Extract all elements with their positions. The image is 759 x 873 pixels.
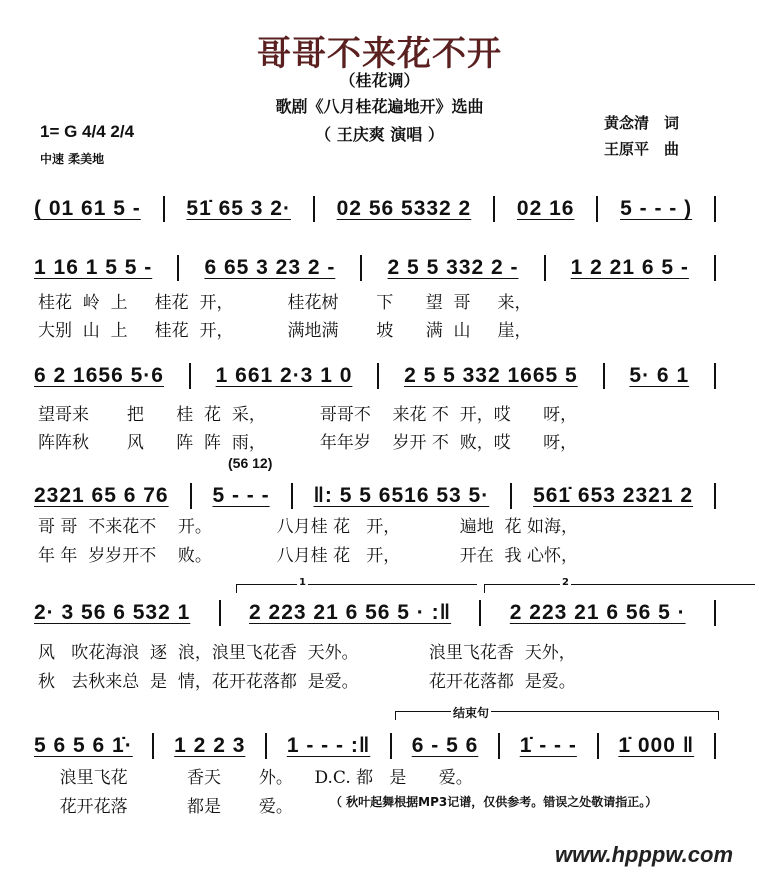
ending-bracket <box>395 706 719 720</box>
volta-number: 1 <box>299 577 306 588</box>
barline <box>360 255 362 281</box>
notation-row <box>34 731 724 761</box>
measure: 1̇ - - - <box>519 734 577 757</box>
barline <box>177 255 179 281</box>
measure: ‖: 5 5 6516 53 5· <box>313 484 490 507</box>
lyric-line: 秋 去秋来总 是 情，花开花落都 是爱。 花开花落都 是爱。 <box>38 672 576 692</box>
barline <box>190 483 192 509</box>
notation-row <box>34 361 724 391</box>
measure: 2· 3 56 6 532 1 <box>34 601 191 624</box>
measure: 1 16 1 5 5 - <box>34 256 153 279</box>
lyric-line: 风 吹花海浪 逐 浪，浪里飞花香 天外。 浪里飞花香 天外， <box>38 643 576 663</box>
measure: 1 - - - :‖ <box>286 734 371 757</box>
barline <box>390 733 392 759</box>
lyric-line: 阵阵秋 风 阵 阵 雨， 年年岁 岁开 不 败，哎 呀， <box>38 433 578 453</box>
ending-label: 结束句 <box>453 706 490 720</box>
volta-bracket <box>236 577 477 593</box>
measure: 5 6 5 6 1̇· <box>34 734 133 757</box>
notation-row <box>34 598 724 628</box>
measure: 2 5 5 332 2 - <box>387 256 519 279</box>
measure: 2 5 5 332 1665 5 <box>404 364 578 387</box>
barline <box>377 363 379 389</box>
barline <box>714 255 716 281</box>
measure: 1̇ 000 ‖ <box>618 734 695 757</box>
measure: 02 56 5332 2 <box>336 197 472 220</box>
measure: 1 2 2 3 <box>174 734 246 757</box>
lyric-line: 年 年 岁岁开不 败。 八月桂 花 开， 开在 我 心怀， <box>38 546 578 566</box>
measure: 2 223 21 6 56 5 · :‖ <box>249 601 452 624</box>
lyric-line: 望哥来 把 桂 花 采， 哥哥不 来花 不 开，哎 呀， <box>38 405 578 425</box>
lyricist: 黄念清 词 <box>604 114 680 132</box>
song-title: 哥哥不来花不开 <box>257 34 502 74</box>
notation-row <box>34 194 724 224</box>
watermark: www.hpppw.com <box>554 842 733 867</box>
barline <box>597 733 599 759</box>
measure: 1 661 2·3 1 0 <box>215 364 353 387</box>
barline <box>313 196 315 222</box>
tempo: 中速 柔美地 <box>40 152 105 166</box>
footnote: （ 秋叶起舞根据MP3记谱，仅供参考。错误之处敬请指正。） <box>330 795 658 809</box>
barline <box>479 600 481 626</box>
barline <box>544 255 546 281</box>
source: 歌剧《八月桂花遍地开》选曲 <box>275 97 484 116</box>
barline <box>219 600 221 626</box>
barline <box>510 483 512 509</box>
measure: 1 2 21 6 5 - <box>570 256 689 279</box>
notation-row <box>34 253 724 283</box>
measure: 51̇ 65 3 2· <box>186 197 291 220</box>
measure: ( 01 61 5 - <box>34 197 141 220</box>
lyric-line: 花开花落 都是 爱。 <box>38 797 293 817</box>
lyric-line: 桂花 岭 上 桂花 开， 桂花树 下 望 哥 来， <box>38 293 532 313</box>
lyric-line: 浪里飞花 香天 外。 D.C. 都 是 爱。 <box>38 768 473 788</box>
performer: （ 王庆爽 演唱 ） <box>315 125 444 144</box>
barline <box>152 733 154 759</box>
barline <box>714 363 716 389</box>
barline <box>603 363 605 389</box>
barline <box>291 483 293 509</box>
measure: 5· 6 1 <box>629 364 690 387</box>
measure: 561̇ 653 2321 2 <box>533 484 694 507</box>
measure: 6 - 5 6 <box>411 734 479 757</box>
measure: 02 16 <box>516 197 575 220</box>
barline <box>189 363 191 389</box>
composer: 王原平 曲 <box>604 140 680 158</box>
barline <box>498 733 500 759</box>
key-signature: 1= G 4/4 2/4 <box>40 122 135 141</box>
barline <box>163 196 165 222</box>
measure: 2321 65 6 76 <box>34 484 169 507</box>
volta-number: 2 <box>562 577 569 588</box>
subtitle: （桂花调） <box>339 71 420 90</box>
measure: 6 2 1656 5·6 <box>34 364 164 387</box>
barline <box>714 600 716 626</box>
measure: 5 - - - ) <box>620 197 693 220</box>
barline <box>714 483 716 509</box>
measure: 2 223 21 6 56 5 · <box>509 601 686 624</box>
measure: 6 65 3 23 2 - <box>204 256 336 279</box>
barline <box>265 733 267 759</box>
lyric-line: 哥 哥 不来花不 开。 八月桂 花 开， 遍地 花 如海， <box>38 517 578 537</box>
volta-bracket <box>484 577 755 593</box>
barline <box>714 733 716 759</box>
notation-row <box>34 481 724 511</box>
barline <box>714 196 716 222</box>
grace-notes: (56 12) <box>228 455 273 471</box>
barline <box>493 196 495 222</box>
lyric-line: 大别 山 上 桂花 开， 满地满 坡 满 山 崖， <box>38 321 532 341</box>
barline <box>596 196 598 222</box>
measure: 5 - - - <box>212 484 270 507</box>
